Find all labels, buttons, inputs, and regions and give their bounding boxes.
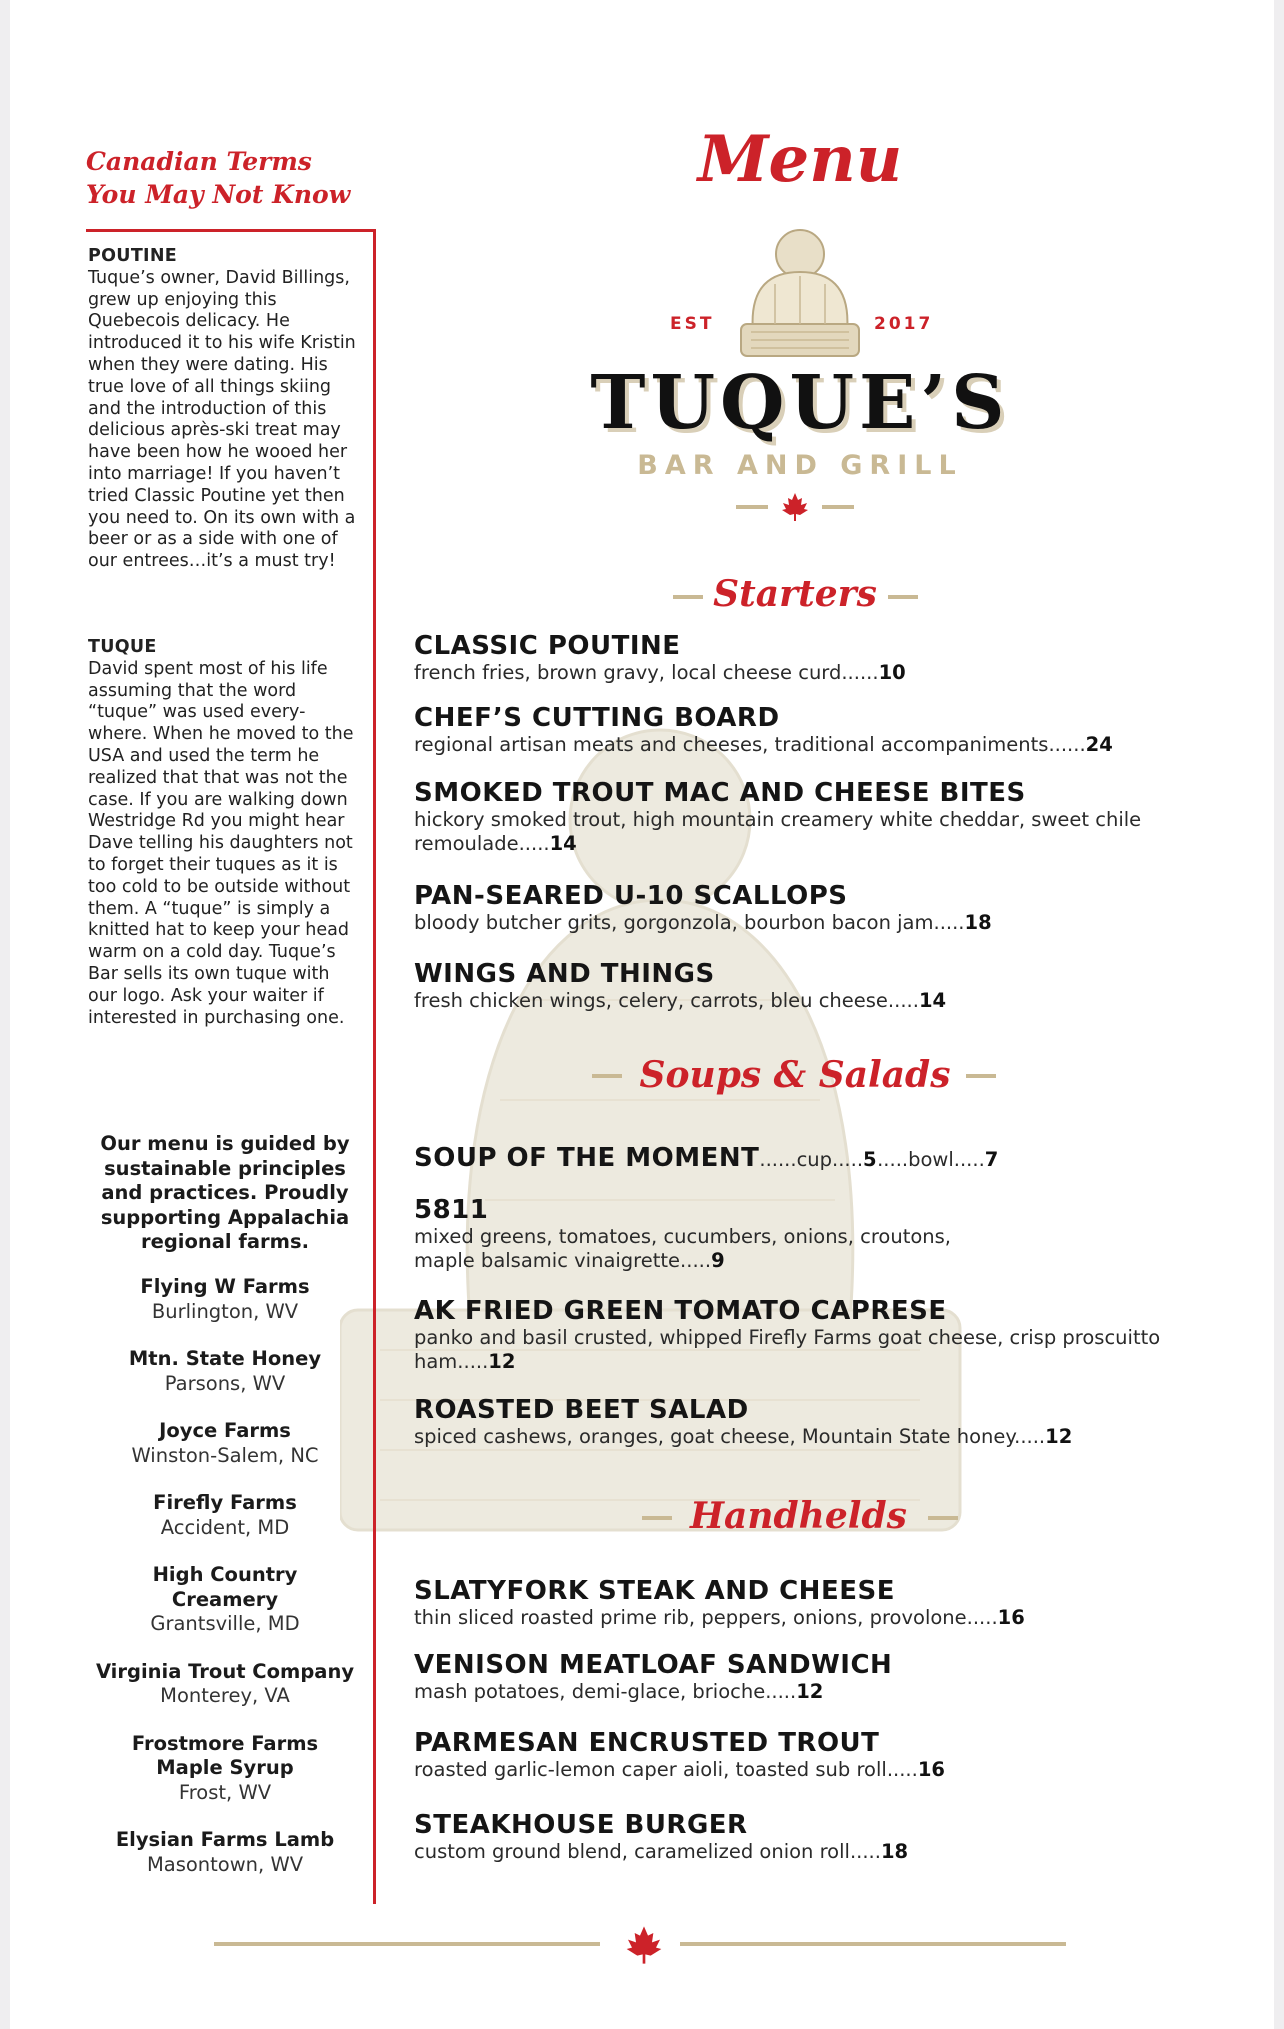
menu-item [414,631,1214,685]
red-rule-horizontal [86,229,376,232]
soups-dash-left [592,1074,622,1078]
item-desc: french fries, brown gravy, local cheese curd...... [414,661,879,684]
est-year: 2017 [874,314,934,334]
menu-item [414,1195,974,1273]
farm-location: Monterey, VA [160,1684,290,1707]
farm-item [90,1419,360,1468]
menu-item-soup [414,1143,1214,1175]
brand-name: TUQUE’S [590,360,1010,446]
item-name: SLATYFORK STEAK AND CHEESE [414,1576,895,1606]
farm-item [90,1660,360,1709]
section-title-starters: Starters [713,573,877,615]
farm-name: High Country Creamery [152,1563,298,1611]
farm-name: Virginia Trout Company [95,1659,355,1683]
item-price: 9 [711,1249,725,1272]
farm-item [90,1828,360,1877]
farm-location: Winston-Salem, NC [131,1443,319,1467]
item-name: CLASSIC POUTINE [414,631,681,661]
farm-location: Parsons, WV [164,1371,286,1395]
section-title-handhelds: Handhelds [690,1495,907,1537]
logo-dash-left [736,505,768,509]
tuque-logo-icon [735,224,865,359]
menu-item [414,1650,1214,1704]
item-desc: mash potatoes, demi-glace, brioche..... [414,1680,797,1703]
farm-location: Accident, MD [160,1515,290,1539]
item-price: 16 [997,1606,1025,1629]
item-name: STEAKHOUSE BURGER [414,1810,748,1840]
term-text: David spent most of his life assuming that the word “tuque” was used every-where. When he moved to the USA and used the term he realized that that was not the case. If you are walking down Westridge Rd you might hear Dave telling his daughters not to forget their tuques as it is too cold to be outside without them. A “tuque” is simply a knitted hat to keep your head warm on a cold day. Tuque’s Bar sells its own tuque with our logo. Ask your waiter if interested in purchasing one. [88,658,354,1028]
item-desc: custom ground blend, caramelized onion roll..... [414,1840,881,1863]
farm-location: Grantsville, MD [150,1612,300,1635]
farm-name: Frostmore Farms Maple Syrup [131,1731,319,1779]
item-name: WINGS AND THINGS [414,959,715,989]
menu-item [414,1296,1204,1374]
item-desc: hickory smoked trout, high mountain creamery white cheddar, sweet chile remoulade..... [414,808,1142,855]
item-price: 24 [1085,733,1113,756]
menu-item [414,1395,1214,1449]
item-price: 14 [918,989,947,1012]
sustainability-statement: Our menu is guided by sustainable principles and practices. Proudly supporting Appalachia regional farms. [100,1132,350,1253]
farm-item [90,1563,360,1637]
farm-item [90,1275,360,1324]
item-price: 10 [878,661,906,684]
handhelds-dash-left [642,1516,672,1520]
terms-title-line2: You May Not Know [86,180,351,209]
item-desc: bloody butcher grits, gorgonzola, bourbon bacon jam..... [414,911,965,934]
terms-title-line1: Canadian Terms [86,147,312,176]
item-name: AK FRIED GREEN TOMATO CAPRESE [414,1296,947,1326]
menu-item [414,1576,1214,1630]
item-name: CHEF’S CUTTING BOARD [414,703,780,733]
item-name: SMOKED TROUT MAC AND CHEESE BITES [414,778,1026,808]
item-name: VENISON MEATLOAF SANDWICH [414,1650,893,1680]
term-text: Tuque’s owner, David Billings, grew up enjoying this Quebecois delicacy. He introduced it to his wife Kristin when they were dating. His true love of all things skiing and the introduction of this delicious après-ski treat may have been how he wooed her into marriage! If you haven’t tried Classic Poutine yet then you need to. On its own with a beer or as a side with one of our entrees…it’s a must try! [88,267,356,572]
item-desc: roasted garlic-lemon caper aioli, toasted sub roll..... [414,1758,918,1781]
farm-location: Frost, WV [178,1780,272,1804]
item-desc: fresh chicken wings, celery, carrots, bleu cheese..... [414,989,919,1012]
section-title-soups: Soups & Salads [639,1054,951,1096]
term-heading: POUTINE [88,246,178,266]
farm-item [90,1347,360,1396]
farm-name: Firefly Farms [153,1491,297,1514]
est-label: EST [670,314,715,334]
brand-subtitle: BAR AND GRILL [637,450,963,481]
item-name: PAN-SEARED U-10 SCALLOPS [414,881,848,911]
term-heading: TUQUE [88,637,157,657]
handhelds-dash-right [928,1516,958,1520]
soup-bowl-price: 7 [984,1148,999,1171]
item-price: 16 [917,1758,945,1781]
item-price: 18 [964,911,992,934]
footer-maple-leaf-icon [624,1925,664,1965]
farm-name: Flying W Farms [140,1275,310,1298]
maple-leaf-icon [780,492,810,522]
item-name: ROASTED BEET SALAD [414,1395,749,1425]
item-price: 12 [1045,1425,1073,1448]
menu-item [414,703,1214,757]
canadian-terms-title [86,145,386,211]
term-tuque [88,637,364,1029]
soup-cup-label: ......cup..... [759,1148,864,1171]
menu-item [414,1728,1214,1782]
menu-page [10,0,1274,2029]
farm-name: Mtn. State Honey [128,1347,322,1370]
farm-name: Elysian Farms Lamb [115,1828,335,1851]
soup-cup-price: 5 [863,1148,878,1171]
footer-rule-right [680,1942,1066,1946]
farm-location: Masontown, WV [146,1852,304,1876]
item-name: PARMESAN ENCRUSTED TROUT [414,1728,880,1758]
logo-dash-right [822,505,854,509]
item-price: 12 [796,1680,824,1703]
item-desc: mixed greens, tomatoes, cucumbers, onions, croutons, maple balsamic vinaigrette..... [414,1225,952,1272]
footer-rule-left [214,1942,600,1946]
menu-item [414,1810,1214,1864]
item-name: 5811 [414,1195,489,1225]
menu-title: Menu [697,122,903,197]
item-desc: panko and basil crusted, whipped Firefly Farms goat cheese, crisp proscuitto ham..... [414,1326,1161,1373]
soup-bowl-label: .....bowl..... [877,1148,985,1171]
menu-item [414,881,1214,935]
item-desc: thin sliced roasted prime rib, peppers, onions, provolone..... [414,1606,998,1629]
soups-dash-right [966,1074,996,1078]
term-poutine [88,246,364,573]
item-desc: spiced cashews, oranges, goat cheese, Mountain State honey..... [414,1425,1046,1448]
farm-location: Burlington, WV [151,1299,299,1323]
item-price: 14 [549,832,577,855]
menu-item [414,778,1214,856]
item-name: SOUP OF THE MOMENT [414,1143,760,1173]
item-price: 12 [488,1350,516,1373]
menu-item [414,959,1214,1013]
farm-item [90,1732,360,1806]
farm-name: Joyce Farms [159,1419,291,1442]
red-rule-vertical [373,229,376,1904]
starters-dash-left [673,595,703,599]
item-price: 18 [880,1840,909,1863]
starters-dash-right [888,595,918,599]
item-desc: regional artisan meats and cheeses, traditional accompaniments...... [414,733,1086,756]
farm-list [90,1275,360,1900]
farm-item [90,1491,360,1540]
